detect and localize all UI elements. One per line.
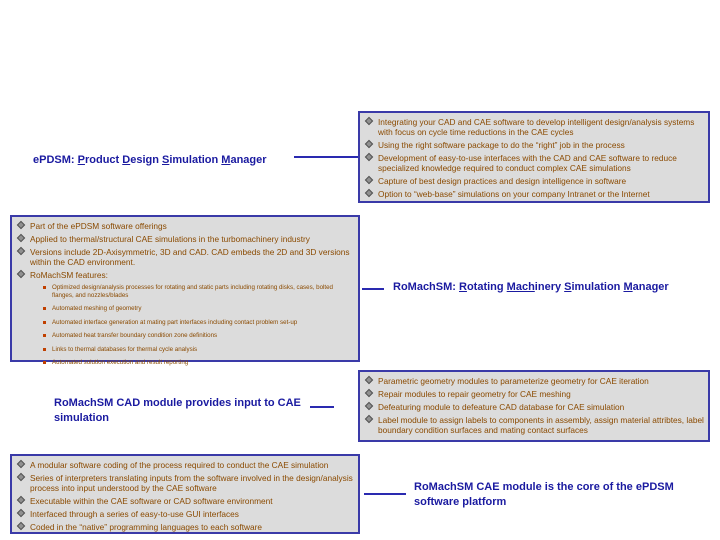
- romach-box: [10, 215, 360, 366]
- feature-item: Automated interface generation at mating part interfaces including contact problem set-up: [42, 319, 354, 327]
- diamond-bullet-icon: [365, 189, 373, 197]
- diamond-bullet-icon: [365, 117, 373, 125]
- diamond-bullet-icon: [365, 415, 373, 423]
- diamond-bullet-icon: [17, 509, 25, 517]
- romach-connector: [362, 288, 384, 290]
- epdsm-list: [362, 117, 704, 199]
- diamond-bullet-icon: [17, 247, 25, 255]
- square-bullet-icon: [43, 307, 46, 310]
- list-item: Repair modules to repair geometry for CAE meshing: [362, 389, 704, 399]
- list-item: Applied to thermal/structural CAE simulations in the turbomachinery industry: [14, 234, 354, 244]
- feature-item: Automated heat transfer boundary condition zone definitions: [42, 332, 354, 340]
- square-bullet-icon: [43, 361, 46, 364]
- cae-box: [10, 454, 360, 534]
- diamond-bullet-icon: [17, 270, 25, 278]
- epdsm-title: ePDSM: Product Design Simulation Manager: [33, 154, 267, 166]
- list-item: A modular software coding of the process required to conduct the CAE simulation: [14, 460, 354, 470]
- romach-title: RoMachSM: Rotating Machinery Simulation Manager: [393, 281, 669, 293]
- feature-item: Automated solution execution and result reporting: [42, 359, 354, 367]
- list-item: Part of the ePDSM software offerings: [14, 221, 354, 231]
- list-item: Coded in the “native” programming languages to each software: [14, 522, 354, 532]
- feature-item: Automated meshing of geometry: [42, 305, 354, 313]
- square-bullet-icon: [43, 286, 46, 289]
- feature-item: Links to thermal databases for thermal cycle analysis: [42, 346, 354, 354]
- list-item: Using the right software package to do the “right” job in the process: [362, 140, 704, 150]
- list-item: RoMachSM features: Optimized design/analysis processes for rotating and static parts including rotating disks, cases, bolted flanges, and nozzles/blades Automated meshing of geometry Automated interface generation at mating part interfaces including contact problem set-up Automated heat transfer boundary condition zone definitions Links to thermal databases for thermal cycle analysis Automated solution execution and result reporting: [14, 270, 354, 367]
- list-item: Versions include 2D-Axisymmetric, 3D and CAD. CAD embeds the 2D and 3D versions within the CAD environment.: [14, 247, 354, 267]
- list-item: Integrating your CAD and CAE software to develop intelligent design/analysis systems with focus on cycle time reductions in the CAE cycles: [362, 117, 704, 137]
- epdsm-box: [358, 111, 710, 203]
- list-item: Parametric geometry modules to parameterize geometry for CAE iteration: [362, 376, 704, 386]
- diamond-bullet-icon: [365, 376, 373, 384]
- cae-title: RoMachSM CAE module is the core of the ePDSM software platform: [414, 481, 674, 508]
- cad-list: [362, 376, 704, 435]
- list-item: Development of easy-to-use interfaces with the CAD and CAE software to reduce specialized knowledge required to conduct complex CAE simulations: [362, 153, 704, 173]
- diamond-bullet-icon: [17, 221, 25, 229]
- diamond-bullet-icon: [365, 389, 373, 397]
- list-item: Executable within the CAE software or CAD software environment: [14, 496, 354, 506]
- diamond-bullet-icon: [365, 140, 373, 148]
- square-bullet-icon: [43, 321, 46, 324]
- diamond-bullet-icon: [365, 176, 373, 184]
- epdsm-connector: [294, 156, 358, 158]
- list-item: Label module to assign labels to components in assembly, assign material attribtes, label boundary condition surfaces and mating contact surfaces: [362, 415, 704, 435]
- diamond-bullet-icon: [17, 522, 25, 530]
- list-item: Defeaturing module to defeature CAD database for CAE simulation: [362, 402, 704, 412]
- romach-list: [14, 221, 354, 367]
- cae-list: [14, 460, 354, 532]
- diamond-bullet-icon: [365, 402, 373, 410]
- square-bullet-icon: [43, 348, 46, 351]
- square-bullet-icon: [43, 334, 46, 337]
- cad-connector: [310, 406, 334, 408]
- list-item: Series of interpreters translating inputs from the software involved in the design/analysis process into input understood by the CAE software: [14, 473, 354, 493]
- feature-item: Optimized design/analysis processes for rotating and static parts including rotating disks, cases, bolted flanges, and nozzles/blades: [42, 284, 354, 299]
- list-item: Capture of best design practices and design intelligence in software: [362, 176, 704, 186]
- romach-features-list: [42, 284, 354, 367]
- cae-connector: [364, 493, 406, 495]
- cad-title: RoMachSM CAD module provides input to CAE simulation: [54, 397, 301, 424]
- diamond-bullet-icon: [365, 153, 373, 161]
- diamond-bullet-icon: [17, 496, 25, 504]
- diamond-bullet-icon: [17, 234, 25, 242]
- diamond-bullet-icon: [17, 473, 25, 481]
- list-item: Option to “web-base” simulations on your company Intranet or the Internet: [362, 189, 704, 199]
- cad-box: [358, 370, 710, 442]
- diamond-bullet-icon: [17, 460, 25, 468]
- list-item: Interfaced through a series of easy-to-use GUI interfaces: [14, 509, 354, 519]
